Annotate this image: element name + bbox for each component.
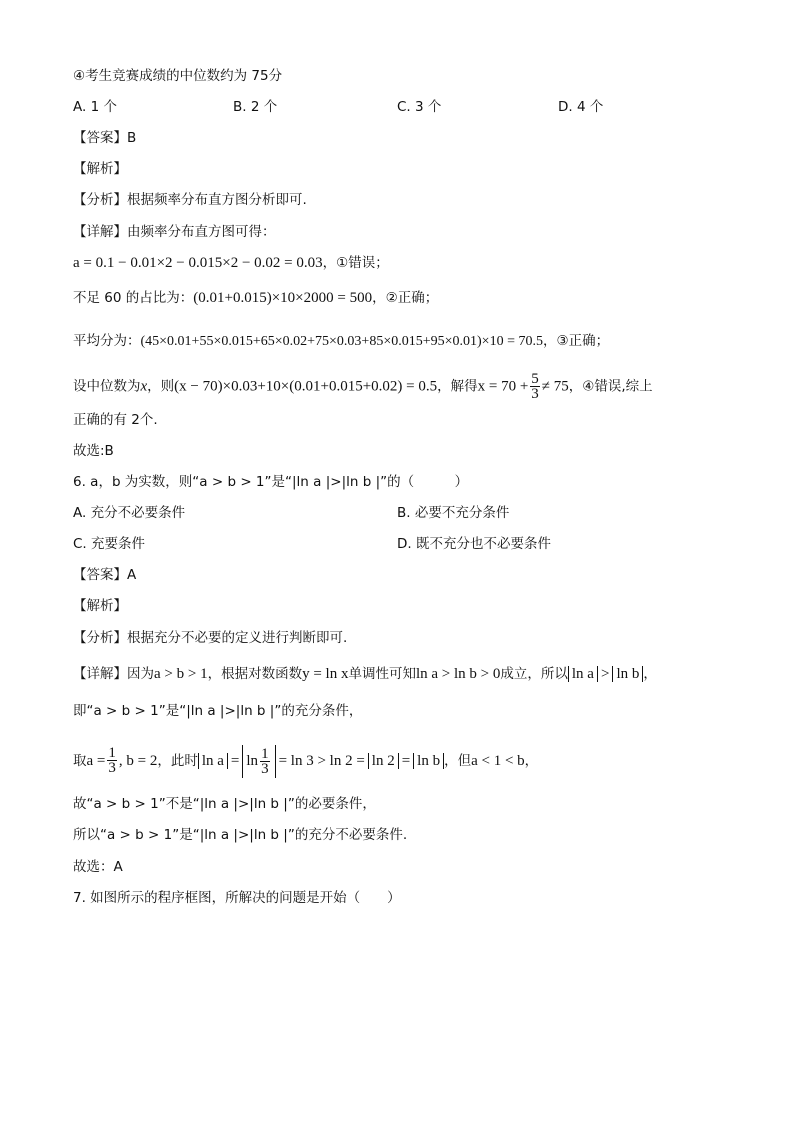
q5-option-c: C. 3 个	[397, 99, 442, 115]
l3-h: = ln 3 > ln 2 =	[278, 752, 365, 769]
median-solve: ，解得	[437, 378, 478, 395]
l3-third-fraction	[260, 747, 270, 776]
l3-b: a =	[86, 752, 106, 769]
q6-answer: 【答案】A	[73, 567, 137, 583]
l3-m: a < 1 < b	[471, 752, 525, 769]
l1-g: 成立，所以	[500, 666, 568, 682]
l3-eq-1: =	[230, 752, 240, 769]
mean-tail: ，③正确；	[542, 333, 610, 349]
l3-abs-ln-2: ln 2	[368, 753, 399, 769]
l3-third-den: 3	[261, 761, 269, 777]
q5-option-b: B. 2 个	[233, 99, 278, 115]
median-eq: (x − 70)×0.03+10×(0.01+0.015+0.02) = 0.5	[174, 378, 438, 395]
q6-option-b: B. 必要不充分条件	[397, 505, 510, 521]
count-prefix: 不足 60 的占比为：	[73, 290, 194, 306]
l3-third-num: 1	[261, 746, 269, 762]
l3-ln: ln	[246, 752, 259, 769]
q6-option-d: D. 既不充分也不必要条件	[397, 536, 551, 552]
q6-option-c: C. 充要条件	[73, 536, 146, 552]
q5-answer: 【答案】B	[73, 130, 137, 146]
l1-a: 【详解】因为	[73, 666, 154, 682]
median-fraction	[530, 372, 540, 401]
q5-conclusion: 正确的有 2个.	[73, 412, 158, 428]
l1-d: y = ln x	[302, 666, 349, 682]
l3-a: 取	[73, 752, 87, 769]
q6-detail-line-3	[73, 745, 538, 778]
l3-c: , b = 2	[118, 752, 158, 769]
q7-stem: 7. 如图所示的程序框图，所解决的问题是开始（ ）	[73, 890, 401, 906]
median-frac-num: 5	[531, 371, 539, 387]
l1-i: ，	[643, 666, 657, 682]
q5-xiangjie: 【详解】由频率分布直方图可得：	[73, 224, 276, 240]
median-mid: ，则	[147, 378, 175, 395]
l1-c: ，根据对数函数	[207, 666, 303, 682]
l1-f: ln a > ln b > 0	[415, 666, 501, 682]
median-tail: ，④错误,综上	[568, 378, 653, 395]
l3-n: ，	[524, 752, 539, 769]
l3-l: ，但	[444, 752, 472, 769]
q5-mean-line	[73, 331, 609, 352]
count-eq: (0.01+0.015)×10×2000 = 500	[193, 290, 373, 306]
q6-stem: 6. a，b 为实数，则“a > b > 1”是“|ln a |>|ln b |”的（ ）	[73, 474, 469, 490]
median-result-pre: x = 70 +	[477, 378, 529, 395]
median-frac-den: 3	[531, 386, 539, 402]
q6-detail-line-4: 故“a > b > 1”不是“|ln a |>|ln b |”的必要条件，	[73, 796, 376, 812]
q5-eq-a-line	[73, 253, 389, 273]
l3-abs-ln-third	[242, 745, 275, 778]
median-result-post: ≠ 75	[541, 378, 569, 395]
q5-option-a: A. 1 个	[73, 99, 117, 115]
median-prefix: 设中位数为	[73, 378, 141, 395]
l3-d: ，此时	[157, 752, 198, 769]
eq-a-tail: ，①错误；	[322, 255, 389, 271]
q5-jiexi: 【解析】	[73, 161, 127, 177]
q6-fenxi: 【分析】根据充分不必要的定义进行判断即可.	[73, 630, 348, 646]
l3-fraction	[107, 746, 117, 775]
l1-e: 单调性可知	[348, 666, 416, 682]
mean-prefix: 平均分为：	[73, 333, 141, 349]
q5-option-d: D. 4 个	[558, 99, 604, 115]
l3-abs-ln-b: ln b	[413, 753, 444, 769]
q6-option-a: A. 充分不必要条件	[73, 505, 186, 521]
q5-choose: 故选:B	[73, 443, 114, 459]
q6-detail-line-5: 所以“a > b > 1”是“|ln a |>|ln b |”的充分不必要条件.	[73, 827, 408, 843]
l3-eq-2: =	[401, 752, 411, 769]
q6-detail-line-1	[73, 664, 657, 684]
mean-eq: (45×0.01+55×0.015+65×0.02+75×0.03+85×0.015+95×0.01)×10 = 70.5	[140, 334, 543, 349]
l1-gt: >	[600, 666, 610, 682]
l3-frac-den: 3	[108, 760, 116, 777]
count-tail: ，②正确；	[372, 290, 439, 306]
q6-detail-line-2: 即“a > b > 1”是“|ln a |>|ln b |”的充分条件，	[73, 703, 363, 719]
l3-abs-ln-a: ln a	[198, 753, 228, 769]
q5-statement-4: ④考生竞赛成绩的中位数约为 75分	[73, 68, 283, 84]
q6-jiexi: 【解析】	[73, 598, 127, 614]
l1-b: a > b > 1	[154, 666, 208, 682]
median-x: x	[140, 378, 148, 395]
q5-count-line	[73, 288, 438, 308]
l1-abs-ln-b: ln b	[612, 666, 643, 682]
q5-fenxi: 【分析】根据频率分布直方图分析即可.	[73, 192, 307, 208]
q5-median-line	[73, 372, 653, 401]
l3-frac-num: 1	[108, 745, 116, 762]
eq-a: a = 0.1 − 0.01×2 − 0.015×2 − 0.02 = 0.03	[73, 255, 323, 271]
q6-choose: 故选：A	[73, 859, 123, 875]
l1-abs-ln-a: ln a	[568, 666, 598, 682]
